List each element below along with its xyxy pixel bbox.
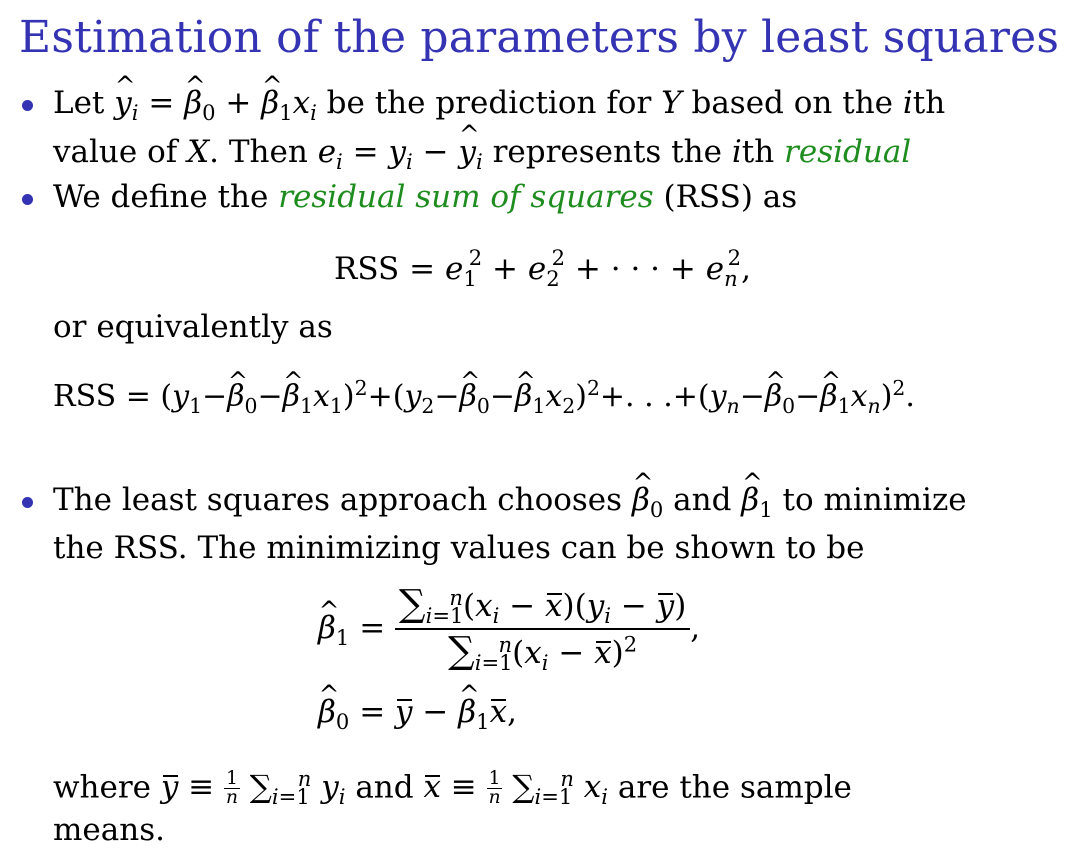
residual-term: residual	[784, 134, 912, 170]
beta1-equation: ^ $\beta_1$ = $\frac{\sum_{i=1}^n(x_i - x)(y_i - y)}{\sum_{i=1}^n(x_i - x)^2}$ ,	[318, 585, 700, 674]
beta0-equation: ^ $\beta_0 = y$ − ^ $\beta_1x$,	[318, 697, 517, 732]
means-line: means.	[53, 812, 165, 848]
rss-equation-1: RSS = $e_1^2 + e_2^2$ + · · · + $e_n^2$,	[334, 245, 751, 292]
rss-equation-2: RSS = ($y_1-\^{}$ $\beta_0-\^{}$ $\beta_1x_1)^2+(y_2-\^{}$ $\beta_0-\^{}$ $\beta_1x_2)^2+$. . $.+(y_n-\^{}$ $\beta_0-\^{}$ $\beta_1x_n)^2$.	[53, 378, 915, 416]
or-equivalently: or equivalently as	[53, 309, 333, 345]
rss-term: residual sum of squares	[278, 179, 654, 215]
bullet-1-line-2: value of X. Then $e_i = y_i$ − ^ $y_i$ represents the ith residual	[53, 137, 911, 172]
bullet-3-line-1: The least squares approach chooses ^ $\beta_0$ and ^ $\beta_1$ to minimize	[53, 485, 967, 520]
where-line: where y ≡ $\frac{1}{n}$ $\sum_{i=1}^n$ $y_i$ and x ≡ $\frac{1}{n}$ $\sum_{i=1}^n$ $x_i$ are the sample	[53, 766, 852, 810]
slide-title: Estimation of the parameters by least squares	[19, 12, 1060, 63]
bullet-3	[22, 497, 33, 508]
bullet-2	[22, 194, 33, 205]
bullet-3-line-2: the RSS. The minimizing values can be shown to be	[53, 530, 865, 566]
bullet-1-line-1: Let ^ $y_i$ = ^ $\beta_0$ + ^ $\beta_1x_i$ be the prediction for Y based on the ith	[53, 88, 945, 123]
bullet-2-line-1: We define the residual sum of squares (RSS) as	[53, 179, 798, 215]
bullet-1	[22, 100, 33, 111]
